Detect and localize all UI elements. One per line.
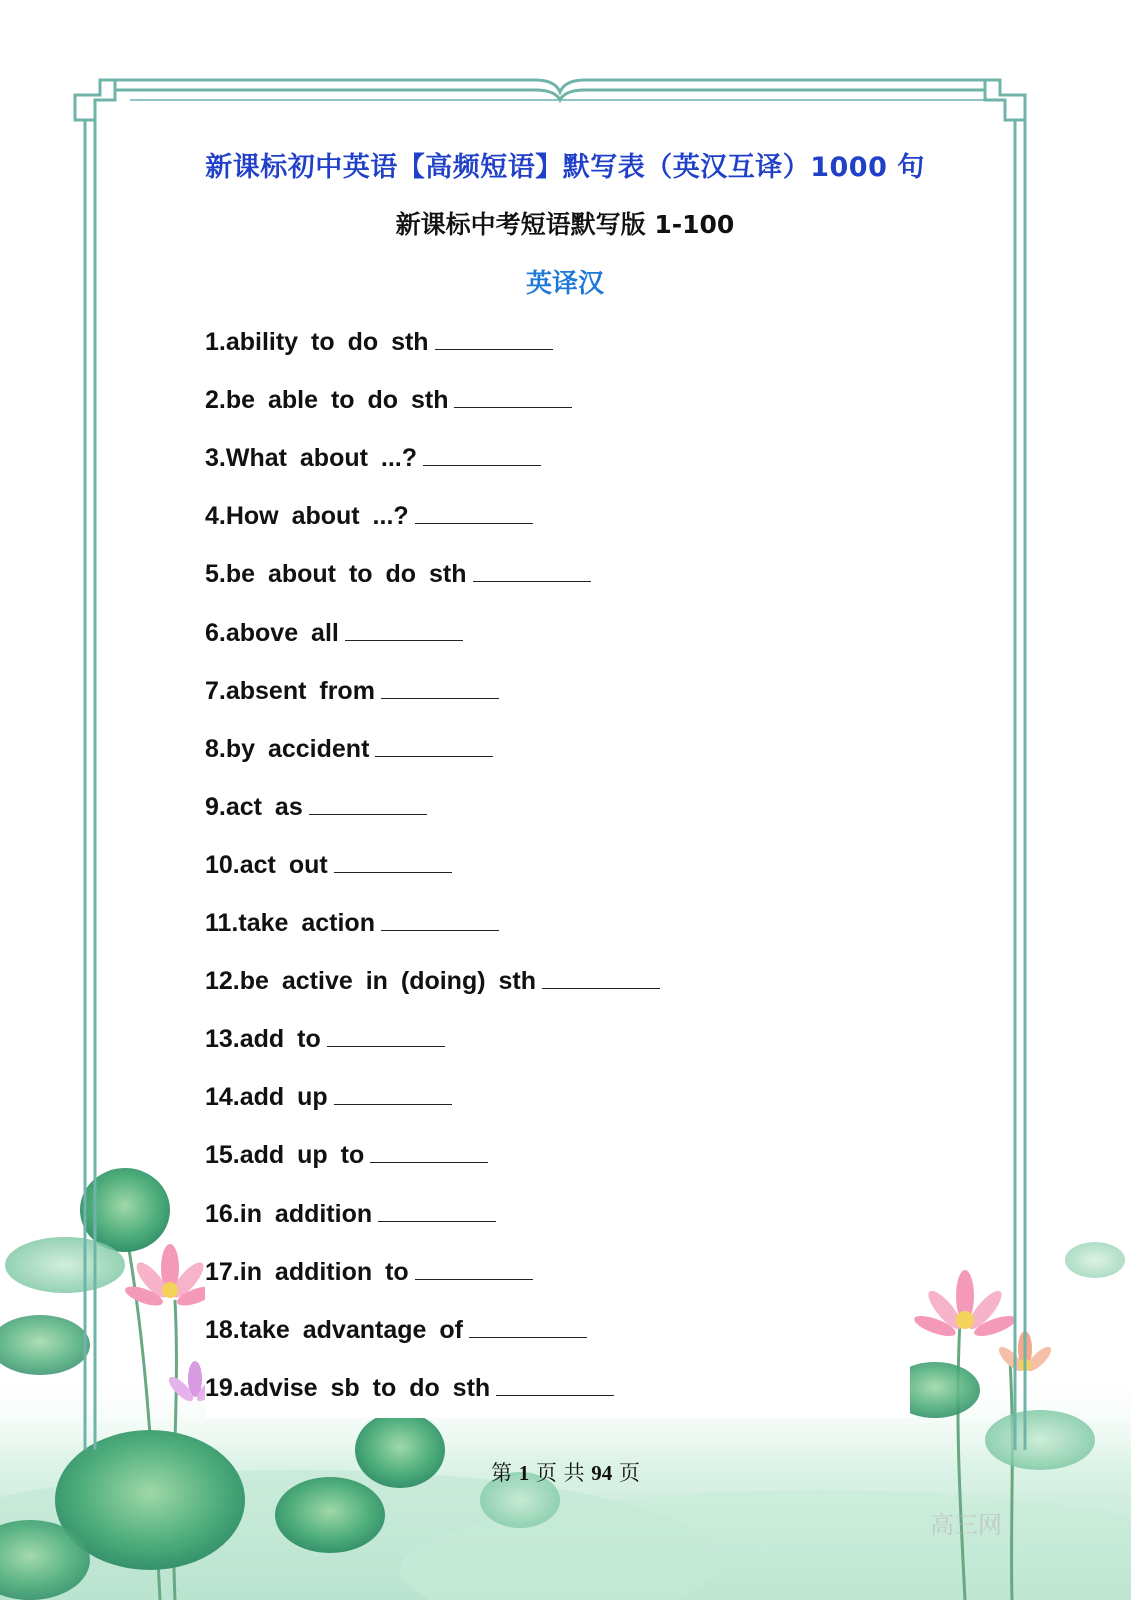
answer-blank[interactable] — [370, 1142, 488, 1163]
answer-blank[interactable] — [334, 1084, 452, 1105]
phrase-text: 11.take action — [205, 909, 375, 937]
phrase-item — [205, 793, 427, 822]
answer-blank[interactable] — [375, 736, 493, 757]
phrase-item — [205, 1083, 452, 1112]
footer-middle: 页 共 — [535, 1461, 585, 1485]
phrase-item — [205, 851, 452, 880]
answer-blank[interactable] — [415, 1259, 533, 1280]
phrase-text: 10.act out — [205, 850, 328, 879]
phrase-item — [205, 967, 660, 996]
phrase-item — [205, 502, 533, 531]
phrase-item — [205, 328, 553, 357]
answer-blank[interactable] — [469, 1317, 587, 1338]
phrase-text: 5.be about to do sth — [205, 560, 467, 589]
phrase-text: 9.act as — [205, 792, 303, 821]
phrase-text: 15.add up to — [205, 1141, 365, 1170]
phrase-text: 16.in addition — [205, 1199, 373, 1228]
site-watermark: 高三网 — [930, 1511, 1002, 1539]
phrase-text: 6.above all — [205, 618, 339, 647]
page-footer — [0, 1457, 1131, 1487]
phrase-item — [205, 386, 572, 415]
answer-blank[interactable] — [415, 503, 533, 524]
phrase-item — [205, 677, 499, 706]
phrase-item — [205, 1200, 496, 1229]
phrase-list — [205, 318, 910, 1418]
answer-blank[interactable] — [542, 968, 660, 989]
phrase-text: 3.What about ...? — [205, 444, 417, 473]
total-page-count: 94 — [591, 1461, 613, 1485]
phrase-text: 2.be able to do sth — [205, 386, 449, 415]
phrase-text: 14.add up — [205, 1083, 328, 1112]
answer-blank[interactable] — [435, 329, 553, 350]
phrase-item — [205, 444, 541, 473]
answer-blank[interactable] — [454, 387, 572, 408]
answer-blank[interactable] — [496, 1375, 614, 1396]
answer-blank[interactable] — [423, 445, 541, 466]
phrase-item — [205, 1141, 488, 1170]
phrase-item — [205, 1316, 587, 1345]
title-block — [170, 135, 960, 310]
phrase-item — [205, 1258, 533, 1287]
answer-blank[interactable] — [334, 852, 452, 873]
phrase-text: 13.add to — [205, 1025, 321, 1054]
phrase-text: 7.absent from — [205, 676, 375, 705]
phrase-text: 12.be active in (doing) sth — [205, 967, 536, 996]
phrase-item — [205, 735, 493, 764]
answer-blank[interactable] — [345, 620, 463, 641]
current-page-number: 1 — [518, 1461, 530, 1485]
answer-blank[interactable] — [473, 561, 591, 582]
answer-blank[interactable] — [381, 910, 499, 931]
phrase-item — [205, 1025, 445, 1054]
phrase-text: 8.by accident — [205, 734, 370, 763]
phrase-text: 17.in addition to — [205, 1257, 409, 1286]
footer-suffix: 页 — [618, 1461, 640, 1485]
phrase-item — [205, 909, 499, 938]
answer-blank[interactable] — [327, 1026, 445, 1047]
phrase-item — [205, 560, 591, 589]
phrase-text: 18.take advantage of — [205, 1315, 463, 1344]
phrase-item — [205, 1374, 614, 1403]
answer-blank[interactable] — [378, 1201, 496, 1222]
translation-direction: 英译汉 — [525, 269, 604, 299]
document-title: 新课标初中英语【高频短语】默写表（英汉互译）1000 句 — [205, 152, 925, 183]
footer-prefix: 第 — [491, 1461, 513, 1485]
phrase-text: 4.How about ...? — [205, 502, 409, 531]
phrase-text: 1.ability to do sth — [205, 328, 429, 356]
phrase-item — [205, 619, 463, 648]
document-subtitle: 新课标中考短语默写版 1-100 — [395, 210, 735, 239]
phrase-text: 19.advise sb to do sth — [205, 1373, 491, 1402]
answer-blank[interactable] — [381, 678, 499, 699]
answer-blank[interactable] — [309, 794, 427, 815]
